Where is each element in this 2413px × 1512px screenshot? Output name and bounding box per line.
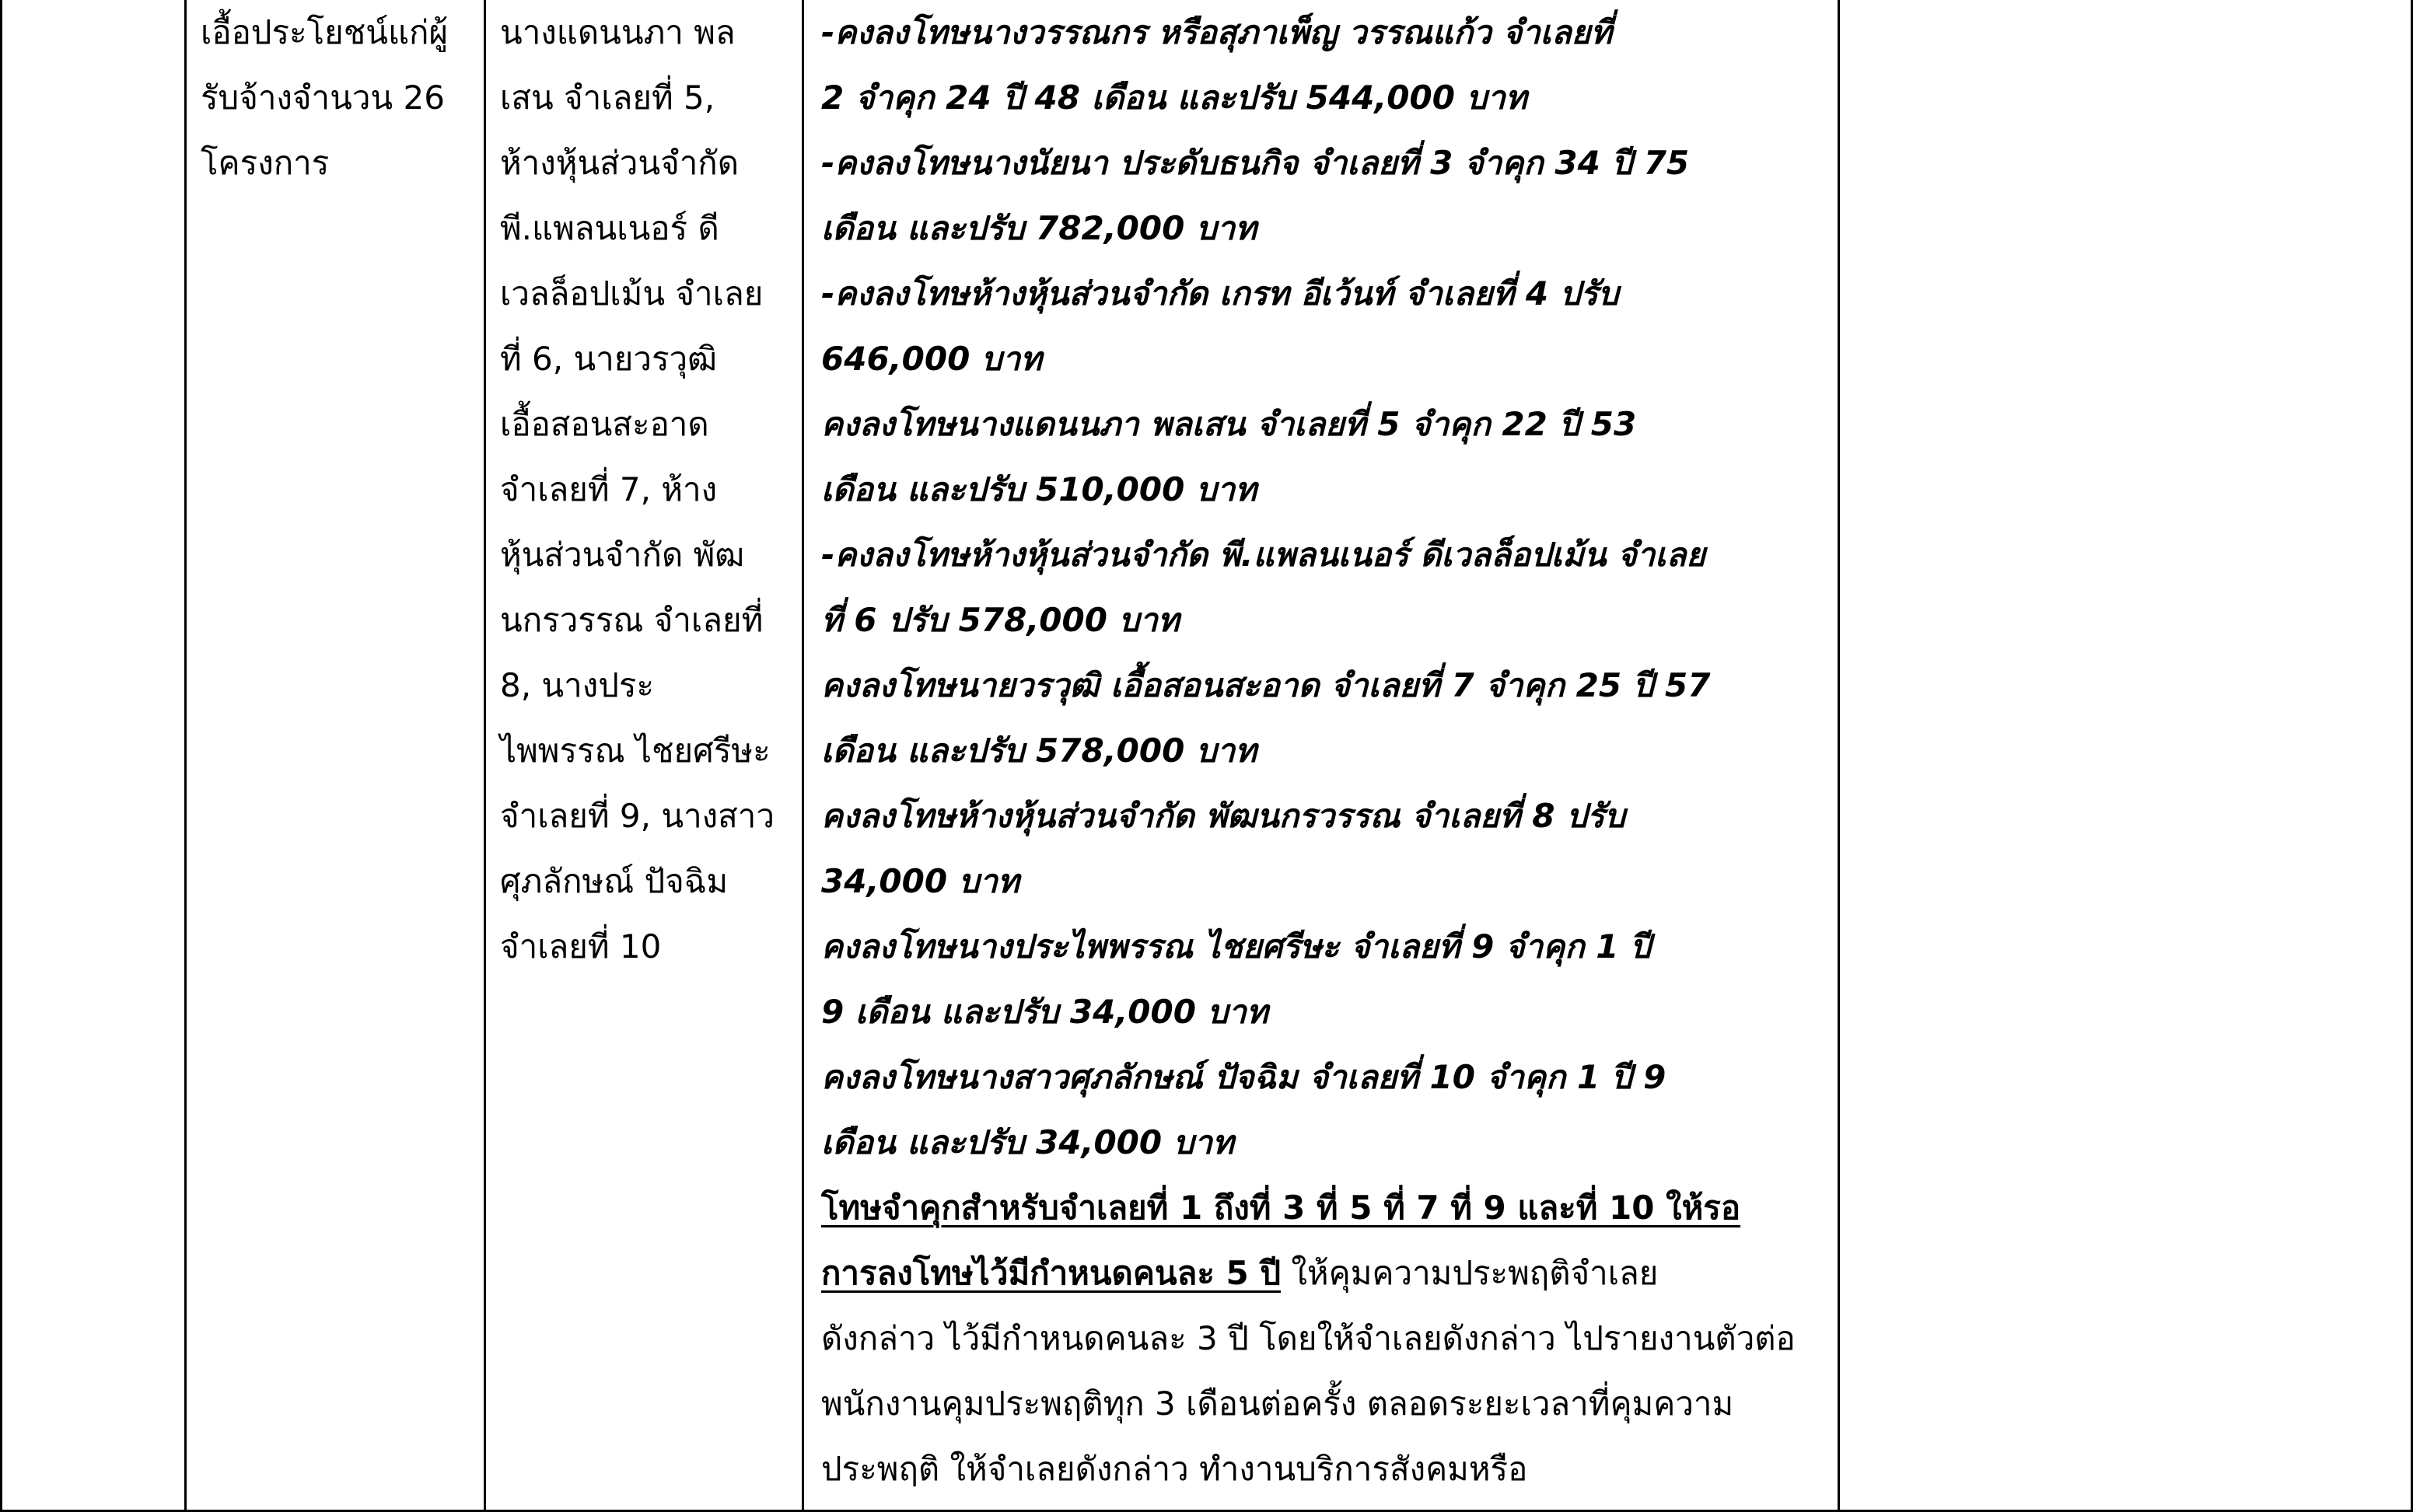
suspended-sentence-term: การลงโทษไว้มีกำหนดคนละ 5 ปี [821, 1254, 1282, 1292]
sentence-line: คงลงโทษห้างหุ้นส่วนจำกัด พัฒนกรวรรณ จำเลยที่ 8 ปรับ [821, 797, 1625, 835]
sentence-line: คงลงโทษนางสาวศุภลักษณ์ ปัจฉิม จำเลยที่ 10 จำคุก 1 ปี 9 [821, 1058, 1666, 1096]
sentence-line: คงลงโทษนางประไพพรรณ ไชยศรีษะ จำเลยที่ 9 จำคุก 1 ปี [821, 927, 1651, 966]
offense-cell [201, 0, 473, 196]
defendant-line: จำเลยที่ 10 [500, 927, 662, 966]
defendant-line: เสน จำเลยที่ 5, [500, 79, 715, 117]
defendant-line: นางแดนนภา พล [500, 13, 736, 51]
probation-text: ให้คุมความประพฤติจำเลย [1281, 1254, 1659, 1292]
probation-conditions [821, 1306, 1832, 1502]
column-divider-2 [484, 0, 486, 1512]
judgment-cell [821, 0, 1832, 1502]
sentence-line: คงลงโทษนายวรวุฒิ เอื้อสอนสะอาด จำเลยที่ 7 จำคุก 25 ปี 57 [821, 666, 1711, 704]
sentence-line: เดือน และปรับ 34,000 บาท [821, 1123, 1234, 1161]
offense-line: โครงการ [201, 144, 330, 182]
defendant-line: ที่ 6, นายวรวุฒิ [500, 340, 718, 378]
defendant-line: จำเลยที่ 9, นางสาว [500, 797, 775, 835]
sentence-line: -คงลงโทษห้างหุ้นส่วนจำกัด เกรท อีเว้นท์ จำเลยที่ 4 ปรับ [821, 274, 1619, 313]
defendant-line: เวลล็อปเม้น จำเลย [500, 274, 764, 313]
sentence-line: คงลงโทษนางแดนนภา พลเสน จำเลยที่ 5 จำคุก 22 ปี 53 [821, 405, 1637, 443]
sentence-line: 646,000 บาท [821, 340, 1042, 378]
defendant-line: พี.แพลนเนอร์ ดี [500, 209, 719, 247]
defendant-line: หุ้นส่วนจำกัด พัฒ [500, 536, 745, 574]
column-divider-4 [1838, 0, 1840, 1512]
defendant-line: ไพพรรณ ไชยศรีษะ [500, 732, 771, 770]
sentence-line: 2 จำคุก 24 ปี 48 เดือน และปรับ 544,000 บาท [821, 79, 1527, 117]
sentence-line: เดือน และปรับ 510,000 บาท [821, 470, 1257, 508]
defendant-line: ห้างหุ้นส่วนจำกัด [500, 144, 740, 182]
probation-line: ประพฤติ ให้จำเลยดังกล่าว ทำงานบริการสังคมหรือ [821, 1450, 1528, 1488]
defendant-line: 8, นางประ [500, 666, 655, 704]
sentence-line: 9 เดือน และปรับ 34,000 บาท [821, 993, 1268, 1031]
sentences-list [821, 0, 1832, 1175]
sentence-line: เดือน และปรับ 782,000 บาท [821, 209, 1257, 247]
sentence-line: -คงลงโทษห้างหุ้นส่วนจำกัด พี.แพลนเนอร์ ดีเวลล็อปเม้น จำเลย [821, 536, 1705, 574]
offense-line: เอื้อประโยชน์แก่ผู้ [201, 13, 449, 51]
suspended-sentence-line-2 [821, 1241, 1832, 1306]
sentence-line: ที่ 6 ปรับ 578,000 บาท [821, 601, 1180, 639]
defendant-line: ศุภลักษณ์ ปัจฉิม [500, 862, 729, 900]
sentence-line: เดือน และปรับ 578,000 บาท [821, 732, 1257, 770]
column-divider-3 [802, 0, 804, 1512]
defendant-line: จำเลยที่ 7, ห้าง [500, 470, 718, 508]
defendants-text [500, 0, 796, 979]
table-border-left [0, 0, 2, 1512]
probation-line: พนักงานคุมประพฤติทุก 3 เดือนต่อครั้ง ตลอดระยะเวลาที่คุมความ [821, 1385, 1734, 1423]
sentence-line: 34,000 บาท [821, 862, 1019, 900]
suspended-sentence-line-1: โทษจำคุกสำหรับจำเลยที่ 1 ถึงที่ 3 ที่ 5 ที่ 7 ที่ 9 และที่ 10 ให้รอ [821, 1189, 1741, 1227]
defendants-cell [500, 0, 796, 979]
sentence-line: -คงลงโทษนางวรรณกร หรือสุภาเพ็ญ วรรณแก้ว จำเลยที่ [821, 13, 1613, 51]
offense-text [201, 0, 473, 196]
column-divider-1 [184, 0, 187, 1512]
sentence-line: -คงลงโทษนางนัยนา ประดับธนกิจ จำเลยที่ 3 จำคุก 34 ปี 75 [821, 144, 1690, 182]
defendant-line: เอื้อสอนสะอาด [500, 405, 709, 443]
offense-line: รับจ้างจำนวน 26 [201, 79, 445, 117]
probation-line: ดังกล่าว ไว้มีกำหนดคนละ 3 ปี โดยให้จำเลยดังกล่าว ไปรายงานตัวต่อ [821, 1319, 1796, 1357]
defendant-line: นกรวรรณ จำเลยที่ [500, 601, 764, 639]
